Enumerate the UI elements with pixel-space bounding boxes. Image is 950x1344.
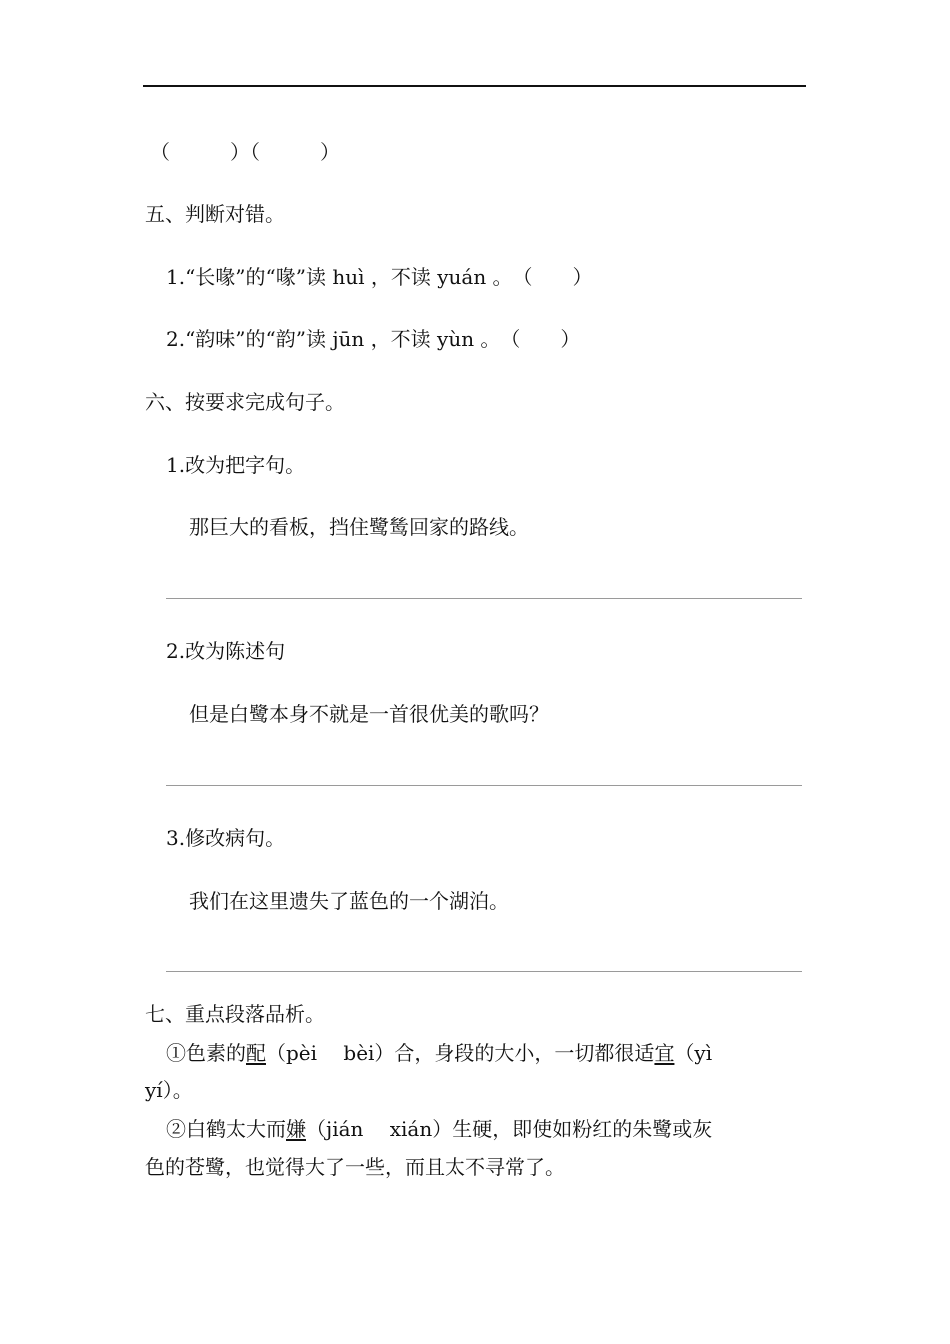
passage-2-lead: ②白鹤太大而 xyxy=(166,1117,286,1141)
passage-1-lead: ①色素的 xyxy=(166,1041,246,1065)
underlined-word-yi: 宜 xyxy=(654,1041,675,1065)
passage-2-tail: （jián xián）生硬，即使如粉红的朱鹭或灰 xyxy=(306,1117,713,1141)
judge-item-2: 2.“韵味”的“韵”读 jūn ，不读 yùn 。 （ ） xyxy=(166,327,581,351)
passage-1-mid: （pèi bèi）合，身段的大小，一切都很适 xyxy=(266,1041,655,1065)
header-rule xyxy=(143,85,806,87)
task-3-sentence: 我们在这里遗失了蓝色的一个湖泊。 xyxy=(189,889,509,913)
underlined-word-pei: 配 xyxy=(246,1041,266,1065)
task-1-answer-line[interactable] xyxy=(166,598,802,599)
judge-item-1: 1.“长喙”的“喙”读 huì ，不读 yuán 。 （ ） xyxy=(166,265,593,289)
section-7-title: 七、重点段落品析。 xyxy=(145,1002,325,1026)
task-2-sentence: 但是白鹭本身不就是一首很优美的歌吗？ xyxy=(189,702,549,726)
underlined-word-xian: 嫌 xyxy=(286,1117,306,1141)
task-2-prompt: 2.改为陈述句 xyxy=(166,639,286,663)
task-3-prompt: 3.修改病句。 xyxy=(166,826,286,850)
task-1-sentence: 那巨大的看板，挡住鹭鸶回家的路线。 xyxy=(189,515,529,539)
passage-2-line-2: 色的苍鹭，也觉得大了一些，而且太不寻常了。 xyxy=(145,1155,565,1179)
answer-parentheses: （ ）（ ） xyxy=(150,140,340,164)
passage-1-line-1 xyxy=(166,1039,712,1067)
section-5-title: 五、判断对错。 xyxy=(145,202,285,226)
task-3-answer-line[interactable] xyxy=(166,971,802,972)
task-1-prompt: 1.改为把字句。 xyxy=(166,453,306,477)
section-6-title: 六、按要求完成句子。 xyxy=(145,390,345,414)
passage-1-tail: （yì xyxy=(674,1041,713,1065)
passage-1-line-2: yí）。 xyxy=(145,1078,193,1102)
passage-2-line-1 xyxy=(166,1115,712,1143)
task-2-answer-line[interactable] xyxy=(166,785,802,786)
